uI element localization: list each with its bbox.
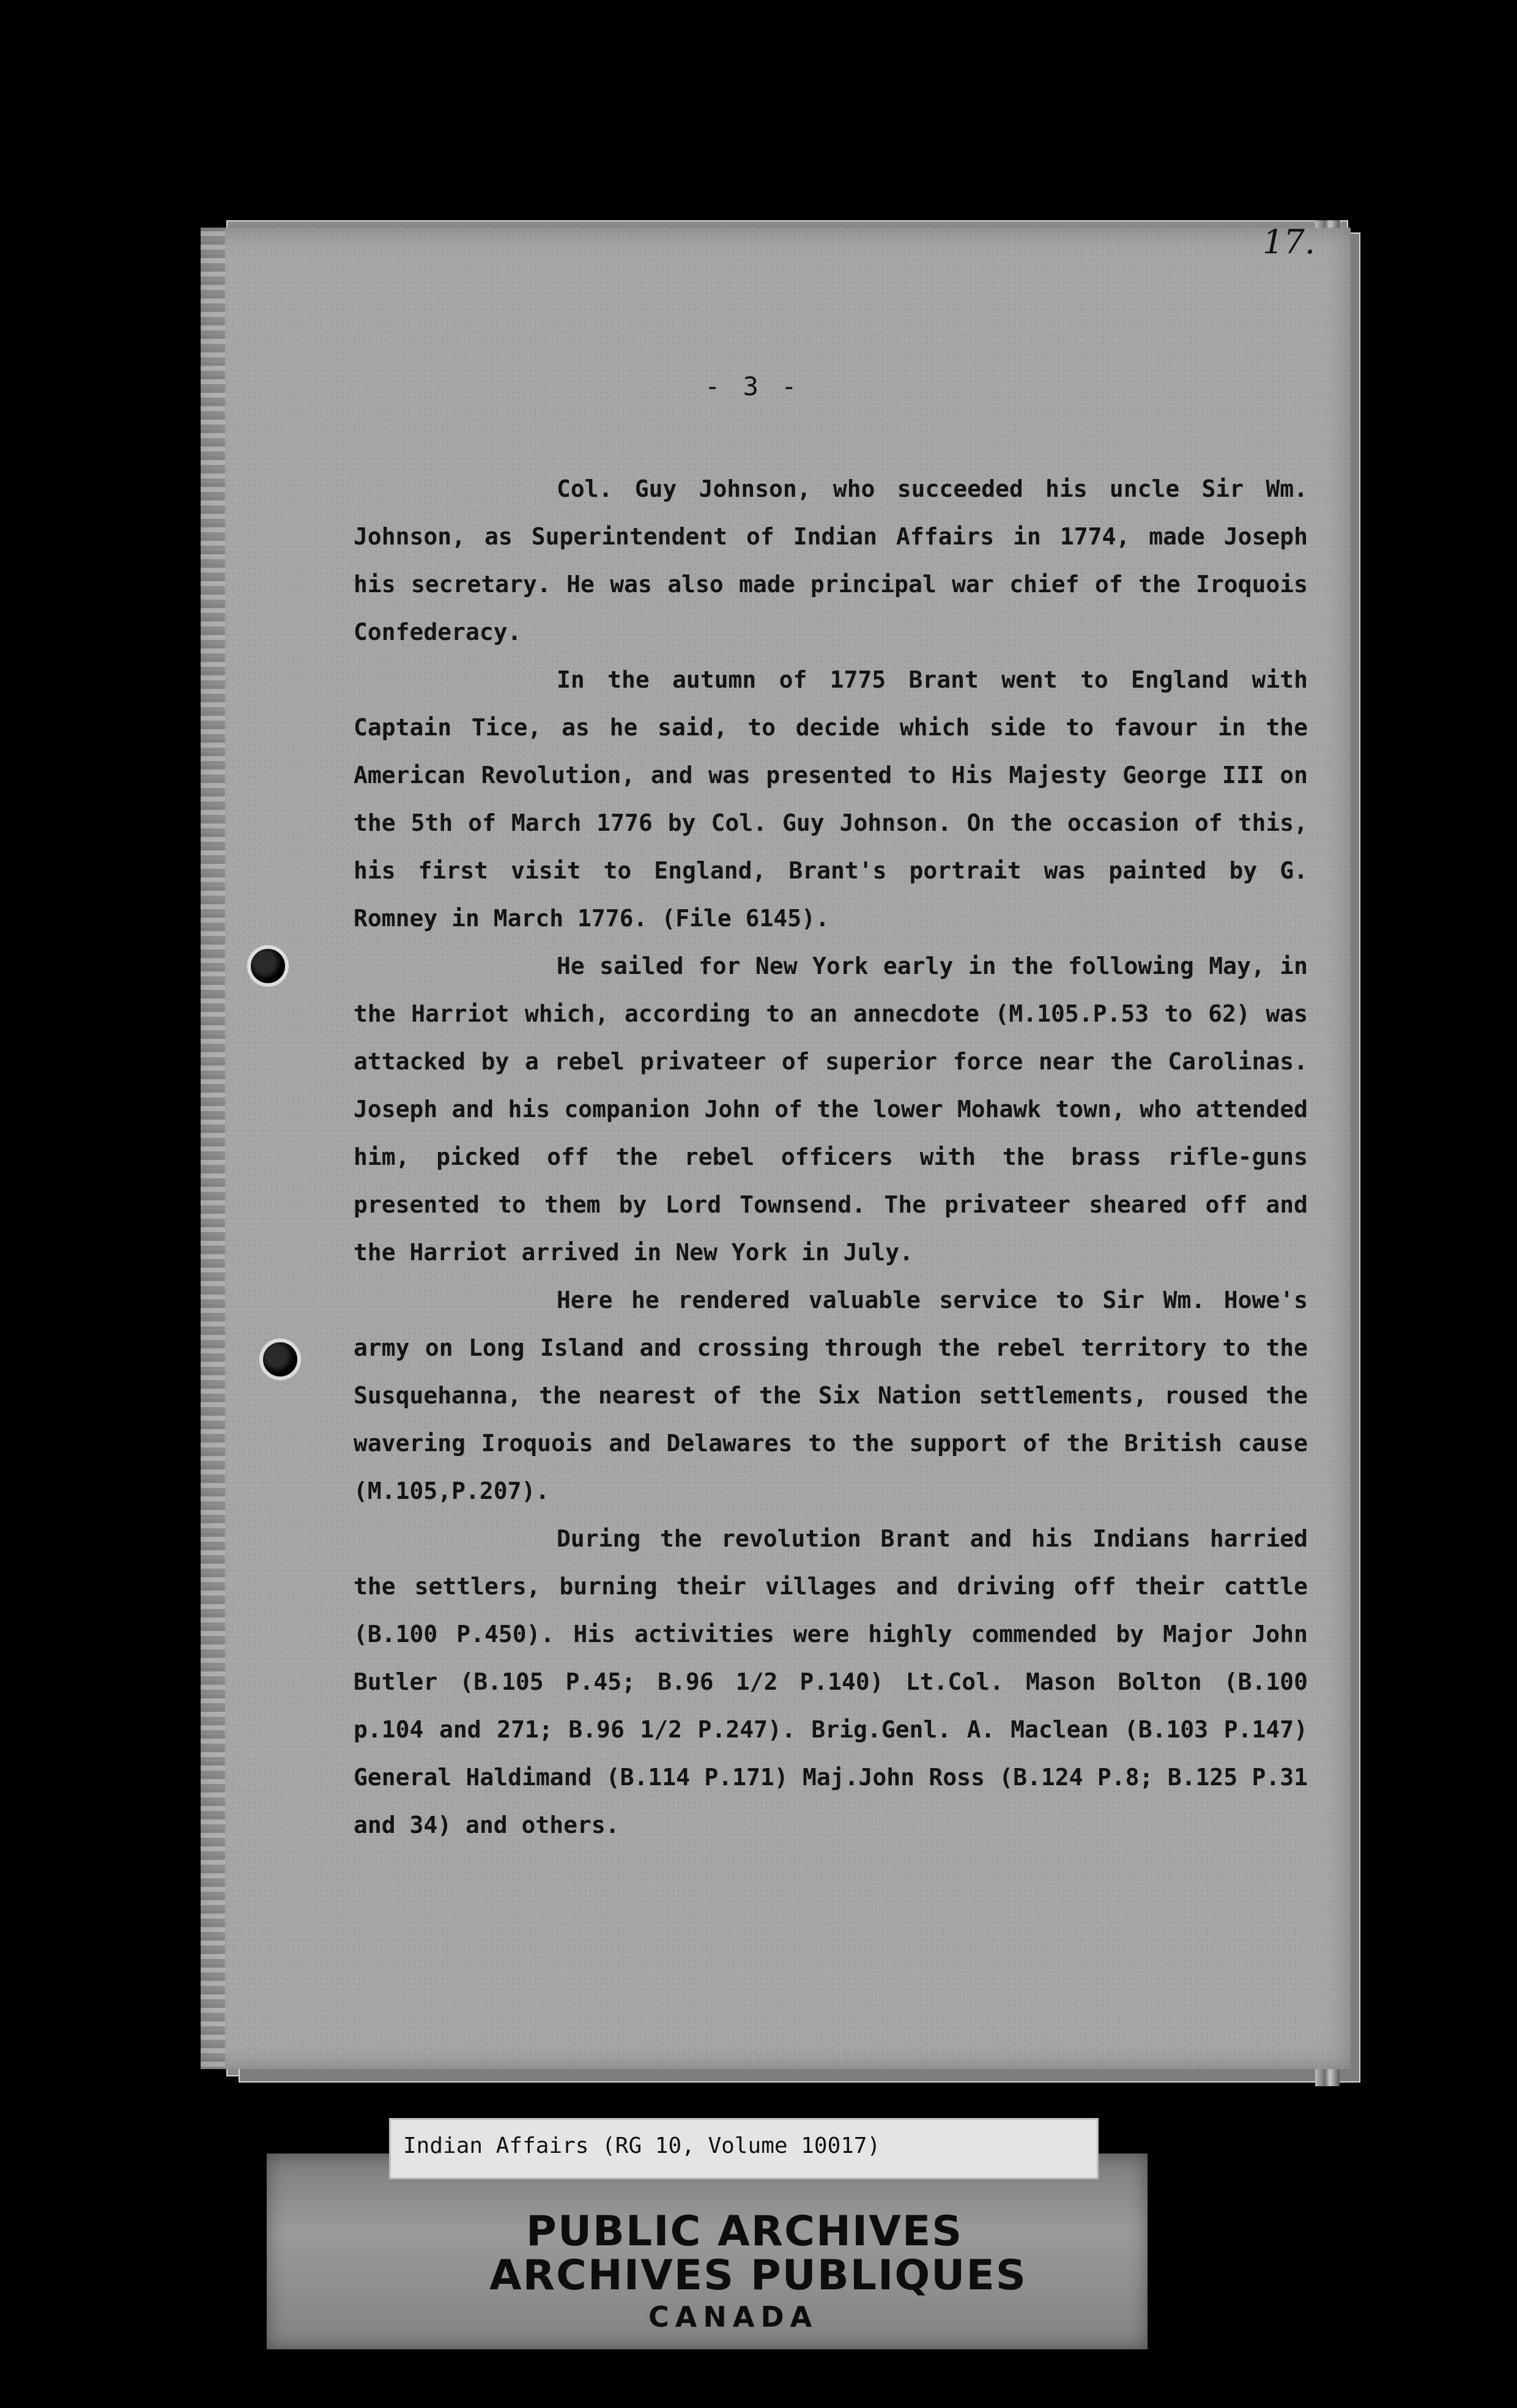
corner-folio-mark: 17.	[1263, 223, 1315, 261]
archive-name-english: PUBLIC ARCHIVES	[526, 2207, 963, 2256]
collection-reference: Indian Affairs (RG 10, Volume 10017)	[403, 2133, 881, 2158]
page-number: - 3 -	[705, 371, 801, 401]
paragraph: In the autumn of 1775 Brant went to England with Captain Tice, as he said, to decide which side to favour in the American Revolution, and was presented to His Majesty George III on the 5th of March 1776 by Col. Guy Johnson. On the occasion of this, his first visit to England, Brant's portrait was painted by G. Romney in March 1776. (File 6145).	[354, 666, 1308, 932]
archive-label-tab	[389, 2118, 1099, 2179]
paragraph: During the revolution Brant and his Indians harried the settlers, burning their villages and driving off their cattle (B.100 P.450). His activities were highly commended by Major John Butler (B.105 P.45; B.96 1/2 P.140) Lt.Col. Mason Bolton (B.100 p.104 and 271; B.96 1/2 P.247). Brig.Genl. A. Maclean (B.103 P.147) General Haldimand (B.114 P.171) Maj.John Ross (B.124 P.8; B.125 P.31 and 34) and others.	[354, 1525, 1308, 1838]
punch-hole	[247, 945, 289, 987]
page-binding-edge	[201, 228, 225, 2069]
body-text	[354, 465, 1308, 1849]
document-page	[201, 223, 1351, 2069]
paragraph: Here he rendered valuable service to Sir Wm. Howe's army on Long Island and crossing through the rebel territory to the Susquehanna, the nearest of the Six Nation settlements, roused the wavering Iroquois and Delawares to the support of the British cause (M.105,P.207).	[354, 1287, 1308, 1504]
archive-name-french: ARCHIVES PUBLIQUES	[489, 2251, 1027, 2300]
paragraph: Col. Guy Johnson, who succeeded his uncle Sir Wm. Johnson, as Superintendent of Indian Affairs in 1774, made Joseph his secretary. He was also made principal war chief of the Iroquois Confederacy.	[354, 475, 1308, 645]
archive-country: CANADA	[648, 2300, 818, 2333]
paragraph: He sailed for New York early in the following May, in the Harriot which, according to an annecdote (M.105.P.53 to 62) was attacked by a rebel privateer of superior force near the Carolinas. Joseph and his companion John of the lower Mohawk town, who attended him, picked off the rebel officers with the brass rifle-guns presented to them by Lord Townsend. The privateer sheared off and the Harriot arrived in New York in July.	[354, 953, 1308, 1266]
punch-hole	[259, 1339, 301, 1380]
